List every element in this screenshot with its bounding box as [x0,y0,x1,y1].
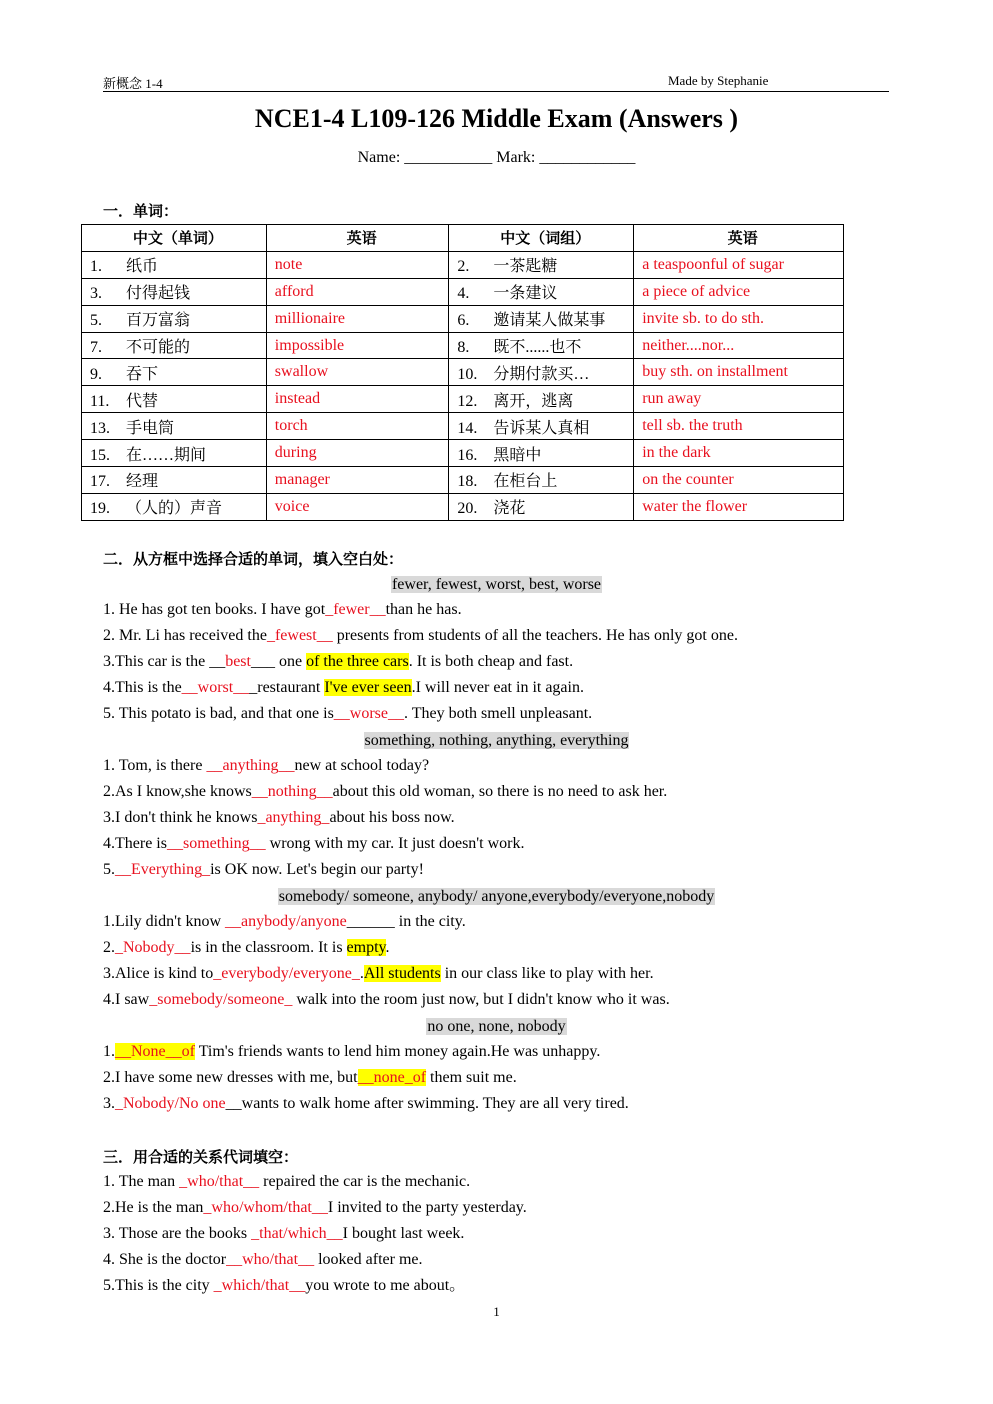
vocab-answer-cell: during [266,440,449,467]
exercise-text: 2.I have some new dresses with me, but [103,1069,358,1086]
exercise-text: you wrote to me about。 [305,1277,466,1294]
highlighted-phrase: of the three cars [306,653,409,670]
answer-blank: _who/whom/that__ [203,1199,328,1216]
vocab-row [82,413,844,440]
exercise-text: ___ one [250,653,307,670]
item-number: 10. [457,365,478,383]
page-title: NCE1-4 L109-126 Middle Exam (Answers ) [254,104,739,133]
exercise-line [103,1066,517,1090]
exercise-text: 3.I don't think he knows [103,809,258,826]
item-number: 19. [90,500,110,518]
vocab-row [82,386,844,413]
exercise-text: 1. The man [103,1173,180,1190]
vocab-answer-cell: manager [266,467,449,494]
exercise-text: 2.He is the man [103,1199,204,1216]
exercise-text: I bought last week. [342,1225,465,1242]
vocab-answer-cell: note [266,251,449,278]
answer-blank: __worst__ [181,679,250,696]
vocab-chinese-cell [82,278,267,305]
exercise-line [103,1170,470,1194]
vocab-row [82,305,844,332]
exercise-text: I invited to the party yesterday. [327,1199,527,1216]
vocab-chinese-cell [449,386,634,413]
highlighted-phrase: I've ever seen [324,679,412,696]
exercise-text: presents from students of all the teachers. He has only got one. [332,627,738,644]
word-box-2: something, nothing, anything, everything [364,732,629,749]
word-box-1: fewer, fewest, worst, best, worse [391,576,602,593]
vocab-chinese-cell [82,305,267,332]
col-header: 中文（词组） [449,225,634,252]
item-number: 4. [457,285,470,303]
exercise-text: in our class like to play with her. [440,965,654,982]
exercise-text: 3.This car is the __ [103,653,226,670]
answer-blank: __None__of [115,1043,195,1060]
exercise-text: . [385,939,390,956]
col-header: 中文（单词） [82,225,267,252]
vocab-chinese-cell [449,332,634,359]
answer-blank: __anybody/anyone [225,913,347,930]
chinese-term: 告诉某人真相 [493,419,590,437]
vocab-body [82,251,844,520]
answer-blank: _that/which__ [251,1225,343,1242]
answer-blank: __anything__ [206,757,295,774]
exercise-text: 3. Those are the books [103,1225,252,1242]
exercise-text: 3.Alice is kind to [103,965,214,982]
exercise-text: . [359,965,364,982]
item-number: 9. [90,365,102,383]
vocab-chinese-cell [82,332,267,359]
vocab-chinese-cell [449,493,634,520]
exercise-text: about this old woman, so there is no need to ask her. [332,783,668,800]
section3-heading: 三．用合适的关系代词填空： [103,1148,299,1166]
exercise-line [103,754,429,778]
name-mark-line: Name: ___________ Mark: ____________ [357,149,636,166]
vocab-chinese-cell [449,305,634,332]
exercise-line [103,1040,600,1064]
exercise-text: wrong with my car. It just doesn't work. [265,835,525,852]
vocab-answer-cell: torch [266,413,449,440]
exercise-text: new at school today? [294,757,430,774]
vocab-header-row [82,225,844,252]
page-number: 1 [493,1304,500,1319]
exercise-text: 4.I saw [103,991,150,1008]
answer-blank: __worse__ [333,705,405,722]
exercise-text: about his boss now. [329,809,455,826]
item-number: 17. [90,473,110,491]
exercise-text: 2.As I know,she knows [103,783,252,800]
item-number: 8. [457,339,470,356]
answer-blank: __who/that__ [226,1251,315,1268]
vocab-chinese-cell [82,359,267,386]
vocab-answer-cell: tell sb. the truth [634,413,844,440]
chinese-term: 一条建议 [493,285,558,303]
exercise-text: walk into the room just now, but I didn't know who it was. [292,991,670,1008]
vocab-answer-cell: buy sth. on installment [634,359,844,386]
vocab-chinese-cell [449,251,634,278]
chinese-term: 经理 [126,473,159,491]
exercise-line [103,832,525,856]
chinese-term: 在柜台上 [493,473,558,491]
vocab-answer-cell: in the dark [634,440,844,467]
item-number: 16. [457,446,478,464]
vocab-chinese-cell [82,251,267,278]
header-left: 新概念 1-4 [103,76,163,91]
exercise-line [103,962,654,986]
exercise-text: 1. Tom, is there [103,757,207,774]
vocab-chinese-cell [449,278,634,305]
item-number: 11. [90,392,110,410]
section1-heading: 一．单词： [103,202,179,220]
exercise-line [103,806,455,830]
exercise-line [103,598,462,622]
vocab-answer-cell: millionaire [266,305,449,332]
vocab-row [82,278,844,305]
exercise-text: 3. [103,1095,115,1112]
item-number: 5. [90,312,102,330]
exercise-text: Tim's friends wants to lend him money again.He was unhappy. [194,1043,601,1060]
word-box-3: somebody/ someone, anybody/ anyone,everybody/everyone,nobody [278,888,715,905]
answer-blank: __nothing__ [251,783,333,800]
item-number: 7. [90,339,102,356]
item-number: 14. [457,419,478,437]
answer-blank: _fewer__ [325,601,386,618]
answer-blank: best [225,653,251,670]
exercise-line [103,858,424,882]
vocab-row [82,440,844,467]
exercise-text: 1.Lily didn't know [103,913,225,930]
vocab-table [81,224,844,521]
item-number: 12. [457,392,478,410]
vocab-answer-cell: neither....nor... [634,332,844,359]
vocab-chinese-cell [449,440,634,467]
answer-blank: __something__ [166,835,266,852]
exercise-text: 5. [103,861,115,878]
chinese-term: 离开，逃离 [493,392,574,410]
vocab-answer-cell: water the flower [634,493,844,520]
chinese-term: 百万富翁 [126,312,191,330]
answer-blank: _anything_ [257,809,330,826]
vocab-row [82,359,844,386]
chinese-term: （人的）声音 [126,500,223,518]
answer-blank: _who/that__ [179,1173,260,1190]
exercise-text: 5.This is the city [103,1277,214,1294]
exercise-text: repaired the car is the mechanic. [259,1173,471,1190]
vocab-row [82,493,844,520]
vocab-answer-cell: on the counter [634,467,844,494]
vocab-answer-cell: afford [266,278,449,305]
exercise-line [103,1092,629,1116]
answer-blank: _fewest__ [266,627,333,644]
vocab-row [82,251,844,278]
chinese-term: 黑暗中 [493,446,542,464]
exercise-line [103,650,573,674]
chinese-term: 不可能的 [126,339,191,356]
exercise-line [103,936,390,960]
vocab-chinese-cell [82,386,267,413]
vocab-answer-cell: a teaspoonful of sugar [634,251,844,278]
vocab-answer-cell: a piece of advice [634,278,844,305]
exercise-line [103,910,466,934]
exercise-text: 5. This potato is bad, and that one is [103,705,334,722]
chinese-term: 邀请某人做某事 [493,312,606,330]
vocab-chinese-cell [82,413,267,440]
exercise-text: looked after me. [314,1251,423,1268]
item-number: 18. [457,473,478,491]
item-number: 13. [90,419,110,437]
highlighted-phrase: empty [346,939,386,956]
col-header: 英语 [634,225,844,252]
section2-heading: 二．从方框中选择合适的单词，填入空白处： [103,550,404,568]
exercise-text: 2. Mr. Li has received the [103,627,267,644]
vocab-row [82,467,844,494]
exercise-text: _restaurant [249,679,325,696]
vocab-answer-cell: voice [266,493,449,520]
item-number: 1. [90,258,102,276]
exercise-text: them suit me. [426,1069,517,1086]
vocab-chinese-cell [449,467,634,494]
vocab-answer-cell: invite sb. to do sth. [634,305,844,332]
vocab-answer-cell: impossible [266,332,449,359]
chinese-term: 一茶匙糖 [493,258,558,276]
exercise-text: . They both smell unpleasant. [404,705,593,722]
exercise-text: 4. She is the doctor [103,1251,227,1268]
exercise-text: .I will never eat in it again. [411,679,584,696]
vocab-answer-cell: swallow [266,359,449,386]
chinese-term: 在……期间 [126,446,207,464]
item-number: 6. [457,312,470,330]
exercise-line [103,780,667,804]
chinese-term: 付得起钱 [126,285,191,303]
word-box-4: no one, none, nobody [427,1018,566,1035]
page-header [103,72,889,92]
item-number: 2. [457,258,470,276]
answer-blank: _Nobody__ [115,939,191,956]
exercise-line [103,988,670,1012]
exercise-line [103,1222,464,1246]
vocab-answer-cell: run away [634,386,844,413]
highlighted-phrase: All students [363,965,441,982]
vocab-chinese-cell [449,413,634,440]
item-number: 3. [90,285,102,303]
chinese-term: 分期付款买… [493,365,590,383]
vocab-row [82,332,844,359]
vocab-chinese-cell [82,467,267,494]
exercise-text: __wants to walk home after swimming. They are all very tired. [225,1095,629,1112]
exercise-line [103,1274,465,1298]
exercise-text: is OK now. Let's begin our party! [210,861,424,878]
exercise-line [103,1196,527,1220]
exercise-text: than he has. [385,601,462,618]
exercise-text: 1. He has got ten books. I have got [103,601,326,618]
exercise-text: ______ in the city. [346,913,466,930]
exercise-line [103,676,584,700]
vocab-chinese-cell [82,493,267,520]
exercise-text: 1. [103,1043,115,1060]
exercise-line [103,1248,423,1272]
vocab-chinese-cell [449,359,634,386]
exercise-text: 2. [103,939,115,956]
exercise-text: 4.There is [103,835,167,852]
chinese-term: 浇花 [493,500,526,518]
answer-blank: _Nobody/No one [115,1095,226,1112]
answer-blank: __Everything_ [115,861,211,878]
chinese-term: 手电筒 [126,419,175,437]
exercise-line [103,624,738,648]
exercise-text: . It is both cheap and fast. [408,653,574,670]
exercise-text: 4.This is the [103,679,182,696]
chinese-term: 吞下 [126,365,159,383]
answer-blank: __none_of [357,1069,427,1086]
answer-blank: _everybody/everyone_ [213,965,360,982]
chinese-term: 既不......也不 [493,339,582,356]
chinese-term: 纸币 [126,258,159,276]
answer-blank: _somebody/someone_ [149,991,293,1008]
exercise-line [103,702,592,726]
col-header: 英语 [266,225,449,252]
chinese-term: 代替 [126,392,159,410]
item-number: 15. [90,446,110,464]
header-right: Made by Stephanie [668,73,769,88]
answer-blank: _which/that__ [213,1277,306,1294]
item-number: 20. [457,500,478,518]
vocab-chinese-cell [82,440,267,467]
vocab-answer-cell: instead [266,386,449,413]
exercise-text: is in the classroom. It is [190,939,347,956]
